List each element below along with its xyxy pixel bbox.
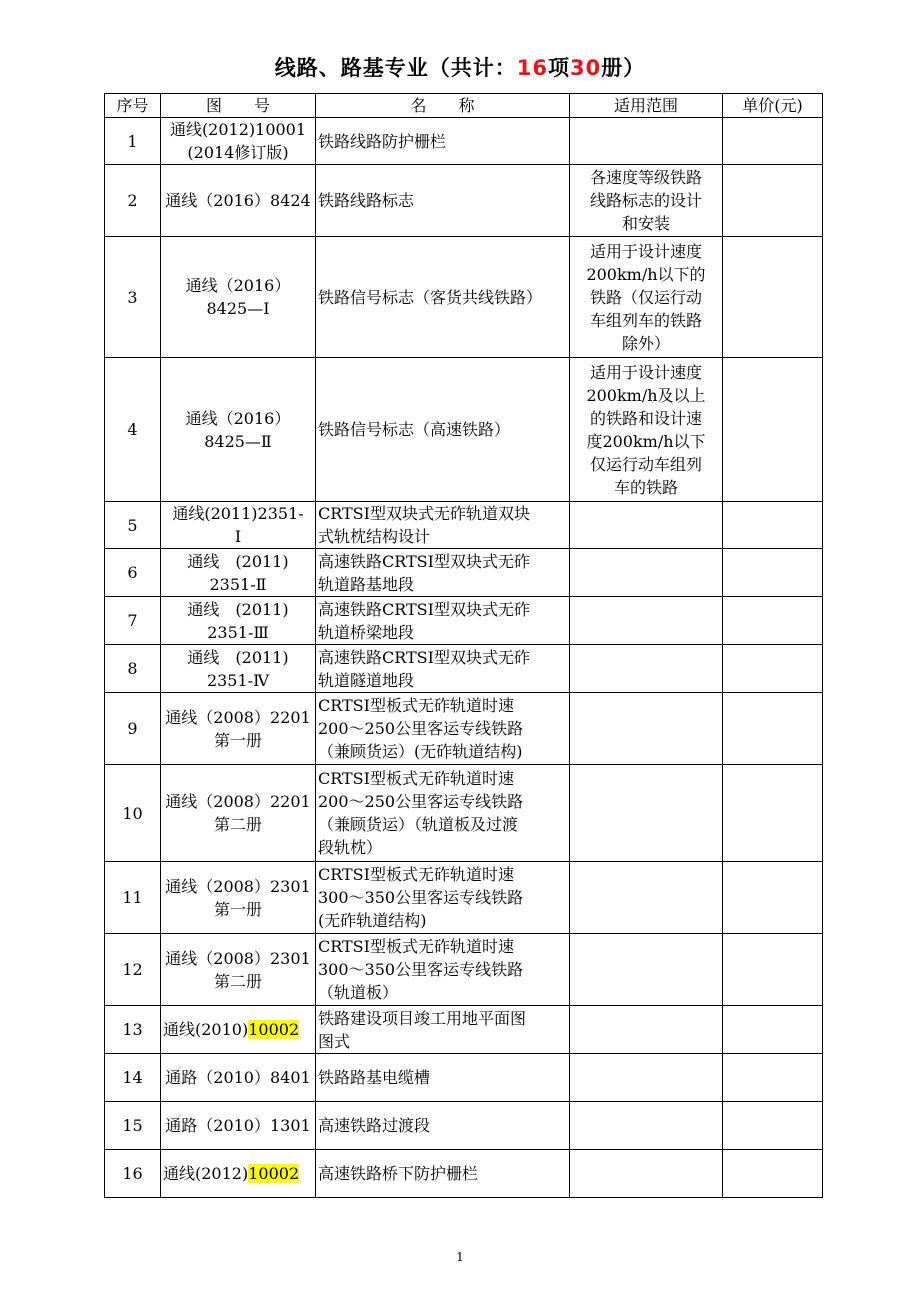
drawing-line: 通线（2008）2201 xyxy=(165,707,311,727)
price-cell xyxy=(723,934,823,1006)
row-number: 3 xyxy=(105,237,161,358)
name-line: CRTSⅠ型板式无砟轨道时速 xyxy=(318,865,514,884)
drawing-name xyxy=(316,645,570,693)
table-row xyxy=(105,645,823,693)
name-line: 段轨枕） xyxy=(318,838,383,857)
row-number: 14 xyxy=(105,1054,161,1102)
row-number: 5 xyxy=(105,502,161,549)
drawing-number xyxy=(161,502,316,549)
drawing-line: 通线（2016） xyxy=(185,276,291,295)
row-number: 9 xyxy=(105,693,161,765)
scope-cell xyxy=(570,597,723,645)
row-number: 6 xyxy=(105,549,161,597)
row-number: 4 xyxy=(105,358,161,502)
name-line: 铁路信号标志（客货共线铁路） xyxy=(318,287,543,307)
drawing-prefix: 通线(2010) xyxy=(163,1020,249,1039)
table-row xyxy=(105,549,823,597)
header-drawing: 图 号 xyxy=(161,94,316,118)
scope-cell xyxy=(570,693,723,765)
scope-line: 适用于设计速度 xyxy=(589,241,702,261)
row-number: 16 xyxy=(105,1150,161,1198)
drawing-line: 通线（2008）2201 xyxy=(165,792,311,811)
scope-line: 200km/h以下的 xyxy=(586,264,706,284)
price-cell xyxy=(723,549,823,597)
table-row xyxy=(105,502,823,549)
scope-cell xyxy=(570,118,723,165)
drawing-line: 第二册 xyxy=(213,815,262,834)
table-row xyxy=(105,934,823,1006)
name-line: (无砟轨道结构) xyxy=(318,911,427,930)
row-number: 7 xyxy=(105,597,161,645)
drawing-line: 通线（2008）2301 xyxy=(165,876,311,896)
header-price: 单价(元) xyxy=(723,94,823,118)
drawing-name xyxy=(316,1102,570,1150)
drawing-line: 通线(2012)10001 xyxy=(169,120,307,139)
name-line: 轨道路基地段 xyxy=(318,574,415,594)
price-cell xyxy=(723,597,823,645)
header-scope: 适用范围 xyxy=(570,94,723,118)
price-cell xyxy=(723,1054,823,1102)
scope-line: 线路标志的设计 xyxy=(589,191,702,210)
scope-line: 除外） xyxy=(621,333,670,353)
scope-cell xyxy=(570,1102,723,1150)
drawing-line: 通线(2011)2351- xyxy=(172,504,304,523)
drawing-number xyxy=(161,549,316,597)
drawing-number xyxy=(161,765,316,862)
row-number: 12 xyxy=(105,934,161,1006)
drawing-line: 8425—Ⅱ xyxy=(204,431,272,451)
scope-line: 适用于设计速度 xyxy=(589,362,702,382)
row-number: 15 xyxy=(105,1102,161,1150)
table-row xyxy=(105,862,823,934)
name-line: 轨道隧道地段 xyxy=(318,670,415,690)
drawing-line: 第一册 xyxy=(213,730,262,750)
price-cell xyxy=(723,237,823,358)
drawing-number xyxy=(161,358,316,502)
drawing-line: 通线 (2011) xyxy=(187,647,289,667)
name-line: CRTSⅠ型板式无砟轨道时速 xyxy=(318,769,514,788)
title-prefix: 线路、路基专业（共计： xyxy=(274,56,517,80)
name-line: 200～250公里客运专线铁路 xyxy=(318,792,524,811)
price-cell xyxy=(723,165,823,237)
scope-cell xyxy=(570,1006,723,1054)
table-row xyxy=(105,1150,823,1198)
drawing-name xyxy=(316,934,570,1006)
price-cell xyxy=(723,118,823,165)
scope-line: 200km/h及以上 xyxy=(586,385,706,405)
drawing-name xyxy=(316,1150,570,1198)
drawing-name xyxy=(316,165,570,237)
drawing-name xyxy=(316,1006,570,1054)
name-line: 300～350公里客运专线铁路 xyxy=(318,888,524,907)
row-number: 8 xyxy=(105,645,161,693)
table-row xyxy=(105,1054,823,1102)
volumes-count: 30 xyxy=(570,56,602,80)
name-line: CRTSⅠ型双块式无砟轨道双块 xyxy=(318,504,530,523)
name-line: CRTSⅠ型板式无砟轨道时速 xyxy=(318,696,514,715)
price-cell xyxy=(723,693,823,765)
name-line: 铁路路基电缆槽 xyxy=(318,1068,431,1087)
name-line: 300～350公里客运专线铁路 xyxy=(318,960,524,979)
scope-cell xyxy=(570,934,723,1006)
name-line: 200～250公里客运专线铁路 xyxy=(318,719,524,738)
price-cell xyxy=(723,862,823,934)
table-row xyxy=(105,358,823,502)
name-line: （兼顾货运）(无砟轨道结构) xyxy=(318,742,523,761)
scope-cell xyxy=(570,165,723,237)
drawing-number xyxy=(161,1150,316,1198)
scope-line: 和安装 xyxy=(621,214,670,233)
drawing-name xyxy=(316,862,570,934)
price-cell xyxy=(723,765,823,862)
scope-cell xyxy=(570,237,723,358)
scope-line: 各速度等级铁路 xyxy=(589,168,702,187)
drawing-name xyxy=(316,597,570,645)
page-number: 1 xyxy=(456,1250,464,1264)
scope-cell xyxy=(570,502,723,549)
table-row xyxy=(105,1006,823,1054)
table-row xyxy=(105,693,823,765)
name-line: 铁路线路防护栅栏 xyxy=(318,131,447,151)
drawing-name xyxy=(316,237,570,358)
name-line: CRTSⅠ型板式无砟轨道时速 xyxy=(318,937,514,956)
name-line: 高速铁路桥下防护栅栏 xyxy=(318,1164,479,1183)
drawing-number xyxy=(161,1054,316,1102)
header-row xyxy=(105,94,823,118)
scope-line: 仅运行动车组列 xyxy=(589,454,702,474)
drawing-line: 2351-Ⅳ xyxy=(206,670,270,690)
drawing-line: 通线（2016） xyxy=(185,408,291,428)
price-cell xyxy=(723,358,823,502)
drawing-number xyxy=(161,862,316,934)
drawing-name xyxy=(316,549,570,597)
drawing-line: 通路（2010）8401 xyxy=(165,1068,311,1087)
drawing-line: 通线（2016）8424 xyxy=(165,191,311,210)
scope-line: 的铁路和设计速 xyxy=(589,408,702,428)
name-line: （轨道板） xyxy=(318,983,399,1002)
name-line: 高速铁路CRTSⅠ型双块式无砟 xyxy=(318,599,530,619)
header-name: 名 称 xyxy=(316,94,570,118)
drawing-name xyxy=(316,693,570,765)
drawing-number xyxy=(161,118,316,165)
drawing-line: 通线（2008）2301 xyxy=(165,948,311,968)
drawing-name xyxy=(316,1054,570,1102)
drawing-number xyxy=(161,597,316,645)
name-line: 铁路线路标志 xyxy=(318,191,415,210)
scope-line: 车组列车的铁路 xyxy=(589,310,702,330)
scope-cell xyxy=(570,1150,723,1198)
scope-cell xyxy=(570,765,723,862)
name-line: 高速铁路CRTSⅠ型双块式无砟 xyxy=(318,551,530,571)
row-number: 1 xyxy=(105,118,161,165)
name-line: （兼顾货运）（轨道板及过渡 xyxy=(318,815,519,834)
scope-line: 车的铁路 xyxy=(613,477,678,497)
drawing-number xyxy=(161,693,316,765)
drawing-name xyxy=(316,765,570,862)
drawing-name xyxy=(316,358,570,502)
scope-cell xyxy=(570,862,723,934)
page-title xyxy=(0,52,920,82)
table-row xyxy=(105,597,823,645)
drawing-line: Ⅰ xyxy=(234,527,242,546)
row-number: 2 xyxy=(105,165,161,237)
drawing-line: (2014修订版) xyxy=(187,143,289,162)
name-line: 高速铁路过渡段 xyxy=(318,1116,431,1135)
drawing-number xyxy=(161,934,316,1006)
drawing-line: 2351-Ⅲ xyxy=(207,622,269,642)
scope-line: 铁路（仅运行动 xyxy=(589,287,702,307)
drawing-line: 第二册 xyxy=(213,971,262,991)
drawing-number xyxy=(161,165,316,237)
name-line: 铁路建设项目竣工用地平面图 xyxy=(318,1008,527,1028)
table-row xyxy=(105,765,823,862)
catalog-table xyxy=(104,93,823,1198)
price-cell xyxy=(723,1150,823,1198)
row-number: 11 xyxy=(105,862,161,934)
name-line: 式轨枕结构设计 xyxy=(318,527,431,546)
drawing-number xyxy=(161,645,316,693)
scope-cell xyxy=(570,645,723,693)
highlighted-code: 10002 xyxy=(248,1164,300,1183)
items-count: 16 xyxy=(516,56,548,80)
table-row xyxy=(105,237,823,358)
name-line: 轨道桥梁地段 xyxy=(318,622,415,642)
title-suffix: 册） xyxy=(601,56,646,80)
scope-cell xyxy=(570,1054,723,1102)
drawing-number xyxy=(161,1006,316,1054)
scope-cell xyxy=(570,358,723,502)
table-row xyxy=(105,118,823,165)
price-cell xyxy=(723,1102,823,1150)
row-number: 13 xyxy=(105,1006,161,1054)
price-cell xyxy=(723,645,823,693)
name-line: 高速铁路CRTSⅠ型双块式无砟 xyxy=(318,647,530,667)
name-line: 铁路信号标志（高速铁路） xyxy=(318,420,511,439)
drawing-line: 2351-Ⅱ xyxy=(209,574,267,594)
drawing-line: 通线 (2011) xyxy=(187,551,289,571)
drawing-name xyxy=(316,118,570,165)
drawing-line: 第一册 xyxy=(213,899,262,919)
scope-line: 度200km/h以下 xyxy=(586,431,706,451)
table-row xyxy=(105,1102,823,1150)
header-no: 序号 xyxy=(105,94,161,118)
price-cell xyxy=(723,1006,823,1054)
drawing-prefix: 通线(2012) xyxy=(163,1164,249,1183)
items-unit: 项 xyxy=(548,56,570,80)
drawing-line: 通路（2010）1301 xyxy=(165,1116,311,1135)
drawing-name xyxy=(316,502,570,549)
drawing-line: 8425—Ⅰ xyxy=(206,299,270,318)
row-number: 10 xyxy=(105,765,161,862)
price-cell xyxy=(723,502,823,549)
scope-cell xyxy=(570,549,723,597)
drawing-number xyxy=(161,1102,316,1150)
table-row xyxy=(105,165,823,237)
drawing-number xyxy=(161,237,316,358)
highlighted-code: 10002 xyxy=(248,1020,300,1039)
drawing-line: 通线 (2011) xyxy=(187,599,289,619)
name-line: 图式 xyxy=(318,1031,351,1051)
